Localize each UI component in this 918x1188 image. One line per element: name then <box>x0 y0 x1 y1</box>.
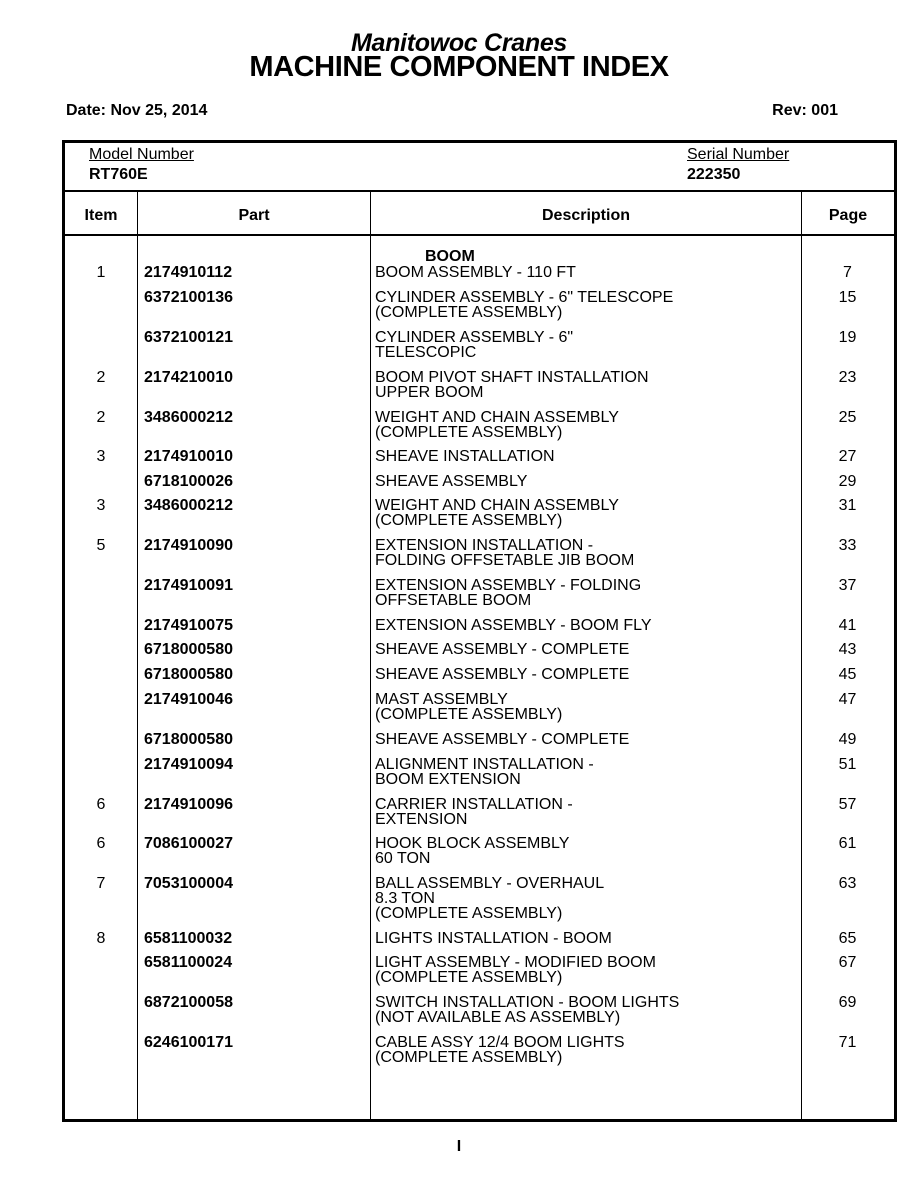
part-number: 3486000212 <box>144 497 233 514</box>
model-number-label: Model Number <box>89 146 194 163</box>
part-number: 6581100024 <box>144 954 233 971</box>
item-number: 1 <box>96 264 106 281</box>
description-line: BOOM ASSEMBLY - 110 FT <box>375 264 576 281</box>
description-line: (COMPLETE ASSEMBLY) <box>375 905 563 922</box>
item-number: 2 <box>96 409 106 426</box>
part-description <box>375 797 795 827</box>
page-reference: 15 <box>838 289 857 306</box>
part-description <box>375 618 795 633</box>
description-line: EXTENSION <box>375 811 468 828</box>
description-line: CYLINDER ASSEMBLY - 6" TELESCOPE <box>375 289 674 306</box>
description-line: SHEAVE ASSEMBLY - COMPLETE <box>375 666 630 683</box>
item-number: 7 <box>96 875 106 892</box>
part-number: 6581100032 <box>144 930 233 947</box>
item-number: 3 <box>96 448 106 465</box>
model-number-value: RT760E <box>89 166 148 183</box>
part-number: 2174910046 <box>144 691 233 708</box>
page-reference: 65 <box>838 930 857 947</box>
serial-number-value: 222350 <box>687 166 741 183</box>
description-line: HOOK BLOCK ASSEMBLY <box>375 835 570 852</box>
part-number: 2174910090 <box>144 537 233 554</box>
document-revision: Rev: 001 <box>772 102 838 119</box>
item-number: 3 <box>96 497 106 514</box>
part-description <box>375 836 795 866</box>
description-line: (COMPLETE ASSEMBLY) <box>375 969 563 986</box>
part-number: 6718100026 <box>144 473 233 490</box>
part-number: 6718000580 <box>144 731 233 748</box>
description-line: EXTENSION ASSEMBLY - FOLDING <box>375 577 642 594</box>
description-line: EXTENSION ASSEMBLY - BOOM FLY <box>375 617 652 634</box>
page-reference: 57 <box>838 796 857 813</box>
description-line: CYLINDER ASSEMBLY - 6" <box>375 329 574 346</box>
part-description <box>375 474 795 489</box>
page-reference: 47 <box>838 691 857 708</box>
column-divider <box>370 192 371 1119</box>
brand-name: Manitowoc Cranes <box>350 29 568 57</box>
description-line: SHEAVE ASSEMBLY - COMPLETE <box>375 731 630 748</box>
column-header-item: Item <box>84 207 118 224</box>
part-description <box>375 876 795 921</box>
section-heading: BOOM <box>425 248 475 265</box>
page-reference: 61 <box>838 835 857 852</box>
part-description <box>375 955 795 985</box>
part-description <box>375 995 795 1025</box>
part-description <box>375 578 795 608</box>
part-description <box>375 732 795 747</box>
page-reference: 51 <box>838 756 857 773</box>
part-number: 6372100136 <box>144 289 233 306</box>
page-reference: 25 <box>838 409 857 426</box>
header-divider <box>65 190 894 192</box>
page-reference: 7 <box>843 264 852 281</box>
column-divider <box>137 192 138 1119</box>
part-description <box>375 410 795 440</box>
document-date: Date: Nov 25, 2014 <box>66 102 208 119</box>
column-header-part: Part <box>238 207 270 224</box>
description-line: FOLDING OFFSETABLE JIB BOOM <box>375 552 635 569</box>
part-number: 2174910091 <box>144 577 233 594</box>
part-number: 7086100027 <box>144 835 233 852</box>
page-reference: 37 <box>838 577 857 594</box>
part-number: 2174910094 <box>144 756 233 773</box>
description-line: (COMPLETE ASSEMBLY) <box>375 424 563 441</box>
description-line: (COMPLETE ASSEMBLY) <box>375 706 563 723</box>
page-number: I <box>456 1138 462 1155</box>
part-number: 3486000212 <box>144 409 233 426</box>
description-line: MAST ASSEMBLY <box>375 691 508 708</box>
part-number: 6872100058 <box>144 994 233 1011</box>
description-line: WEIGHT AND CHAIN ASSEMBLY <box>375 497 619 514</box>
description-line: 8.3 TON <box>375 890 435 907</box>
part-description <box>375 538 795 568</box>
part-description <box>375 667 795 682</box>
component-index-table <box>62 140 897 1122</box>
part-description <box>375 498 795 528</box>
page-reference: 67 <box>838 954 857 971</box>
page-reference: 29 <box>838 473 857 490</box>
page-reference: 27 <box>838 448 857 465</box>
part-number: 6718000580 <box>144 641 233 658</box>
part-description <box>375 449 795 464</box>
item-number: 6 <box>96 796 106 813</box>
part-description <box>375 642 795 657</box>
page-reference: 71 <box>838 1034 857 1051</box>
page-reference: 45 <box>838 666 857 683</box>
description-line: ALIGNMENT INSTALLATION - <box>375 756 594 773</box>
description-line: (COMPLETE ASSEMBLY) <box>375 304 563 321</box>
description-line: OFFSETABLE BOOM <box>375 592 532 609</box>
part-number: 2174910010 <box>144 448 233 465</box>
part-number: 7053100004 <box>144 875 233 892</box>
description-line: SWITCH INSTALLATION - BOOM LIGHTS <box>375 994 680 1011</box>
item-number: 2 <box>96 369 106 386</box>
description-line: SHEAVE INSTALLATION <box>375 448 555 465</box>
column-header-page: Page <box>828 207 868 224</box>
part-description <box>375 692 795 722</box>
description-line: BOOM EXTENSION <box>375 771 521 788</box>
description-line: CABLE ASSY 12/4 BOOM LIGHTS <box>375 1034 625 1051</box>
page-reference: 33 <box>838 537 857 554</box>
column-header-divider <box>65 234 894 236</box>
page-reference: 19 <box>838 329 857 346</box>
part-number: 2174210010 <box>144 369 233 386</box>
part-number: 6718000580 <box>144 666 233 683</box>
description-line: UPPER BOOM <box>375 384 484 401</box>
item-number: 8 <box>96 930 106 947</box>
part-description <box>375 931 795 946</box>
part-number: 2174910075 <box>144 617 233 634</box>
item-number: 5 <box>96 537 106 554</box>
description-line: BALL ASSEMBLY - OVERHAUL <box>375 875 605 892</box>
part-description <box>375 330 795 360</box>
part-number: 2174910112 <box>144 264 233 281</box>
page-reference: 63 <box>838 875 857 892</box>
description-line: CARRIER INSTALLATION - <box>375 796 573 813</box>
part-description <box>375 265 795 280</box>
part-number: 6246100171 <box>144 1034 233 1051</box>
description-line: LIGHTS INSTALLATION - BOOM <box>375 930 612 947</box>
description-line: (COMPLETE ASSEMBLY) <box>375 512 563 529</box>
description-line: LIGHT ASSEMBLY - MODIFIED BOOM <box>375 954 656 971</box>
description-line: SHEAVE ASSEMBLY - COMPLETE <box>375 641 630 658</box>
page-reference: 43 <box>838 641 857 658</box>
part-description <box>375 757 795 787</box>
part-number: 2174910096 <box>144 796 233 813</box>
description-line: TELESCOPIC <box>375 344 477 361</box>
description-line: WEIGHT AND CHAIN ASSEMBLY <box>375 409 619 426</box>
description-line: 60 TON <box>375 850 431 867</box>
page-reference: 23 <box>838 369 857 386</box>
page-reference: 69 <box>838 994 857 1011</box>
part-number: 6372100121 <box>144 329 233 346</box>
item-number: 6 <box>96 835 106 852</box>
description-line: BOOM PIVOT SHAFT INSTALLATION <box>375 369 649 386</box>
part-description <box>375 1035 795 1065</box>
description-line: EXTENSION INSTALLATION - <box>375 537 594 554</box>
description-line: (NOT AVAILABLE AS ASSEMBLY) <box>375 1009 621 1026</box>
document-title: MACHINE COMPONENT INDEX <box>249 51 669 83</box>
part-description <box>375 370 795 400</box>
description-line: SHEAVE ASSEMBLY <box>375 473 528 490</box>
column-header-description: Description <box>541 207 630 224</box>
page-reference: 31 <box>838 497 857 514</box>
page-reference: 41 <box>838 617 857 634</box>
serial-number-label: Serial Number <box>687 146 790 163</box>
description-line: (COMPLETE ASSEMBLY) <box>375 1049 563 1066</box>
page-reference: 49 <box>838 731 857 748</box>
part-description <box>375 290 795 320</box>
